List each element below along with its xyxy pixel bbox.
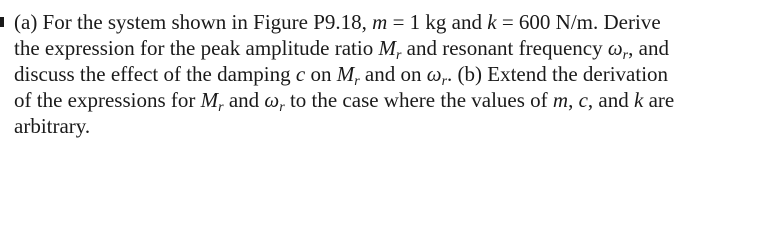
text-segment: and resonant frequency: [401, 36, 608, 60]
text-segment: = 600 N/m. Derive: [496, 10, 661, 34]
math-symbol: ω: [264, 88, 280, 112]
math-symbol: m: [552, 88, 569, 112]
math-symbol: ω: [426, 62, 442, 86]
text-segment: to the case where the values of: [284, 88, 553, 112]
text-segment: on: [305, 62, 337, 86]
text-line: [14, 61, 758, 87]
text-line: [14, 87, 758, 113]
text-segment: arbitrary.: [14, 114, 91, 138]
text-segment: of the expressions for: [14, 88, 201, 112]
text-segment: are: [643, 88, 675, 112]
math-symbol: M: [200, 88, 219, 112]
text-line: [14, 35, 758, 61]
math-symbol: k: [634, 88, 644, 112]
text-segment: the expression for the peak amplitude ratio: [14, 36, 379, 60]
text-segment: . (b) Extend the derivation: [447, 62, 669, 86]
text-segment: (a) For the system shown in Figure P9.18,: [14, 10, 373, 34]
text-segment: , and: [587, 88, 634, 112]
subscript: r: [395, 48, 402, 63]
math-symbol: c: [295, 62, 306, 86]
problem-marker: [0, 17, 4, 27]
math-symbol: c: [578, 88, 588, 112]
problem-lines: [14, 9, 758, 139]
text-segment: = 1 kg and: [387, 10, 488, 34]
subscript: r: [218, 100, 224, 115]
math-symbol: ω: [607, 36, 623, 60]
text-segment: , and: [628, 36, 669, 60]
math-symbol: k: [487, 10, 497, 34]
text-segment: ,: [568, 88, 579, 112]
subscript: r: [441, 74, 448, 89]
text-line: [14, 113, 758, 139]
text-segment: discuss the effect of the damping: [14, 62, 296, 86]
math-symbol: M: [336, 62, 355, 86]
subscript: r: [354, 74, 360, 89]
text-line: [14, 9, 758, 35]
problem-text: [14, 9, 758, 139]
math-symbol: M: [378, 36, 396, 60]
subscript: r: [279, 100, 285, 115]
math-symbol: m: [372, 10, 388, 34]
text-segment: and: [223, 88, 265, 112]
text-segment: and on: [359, 62, 427, 86]
subscript: r: [622, 48, 629, 63]
